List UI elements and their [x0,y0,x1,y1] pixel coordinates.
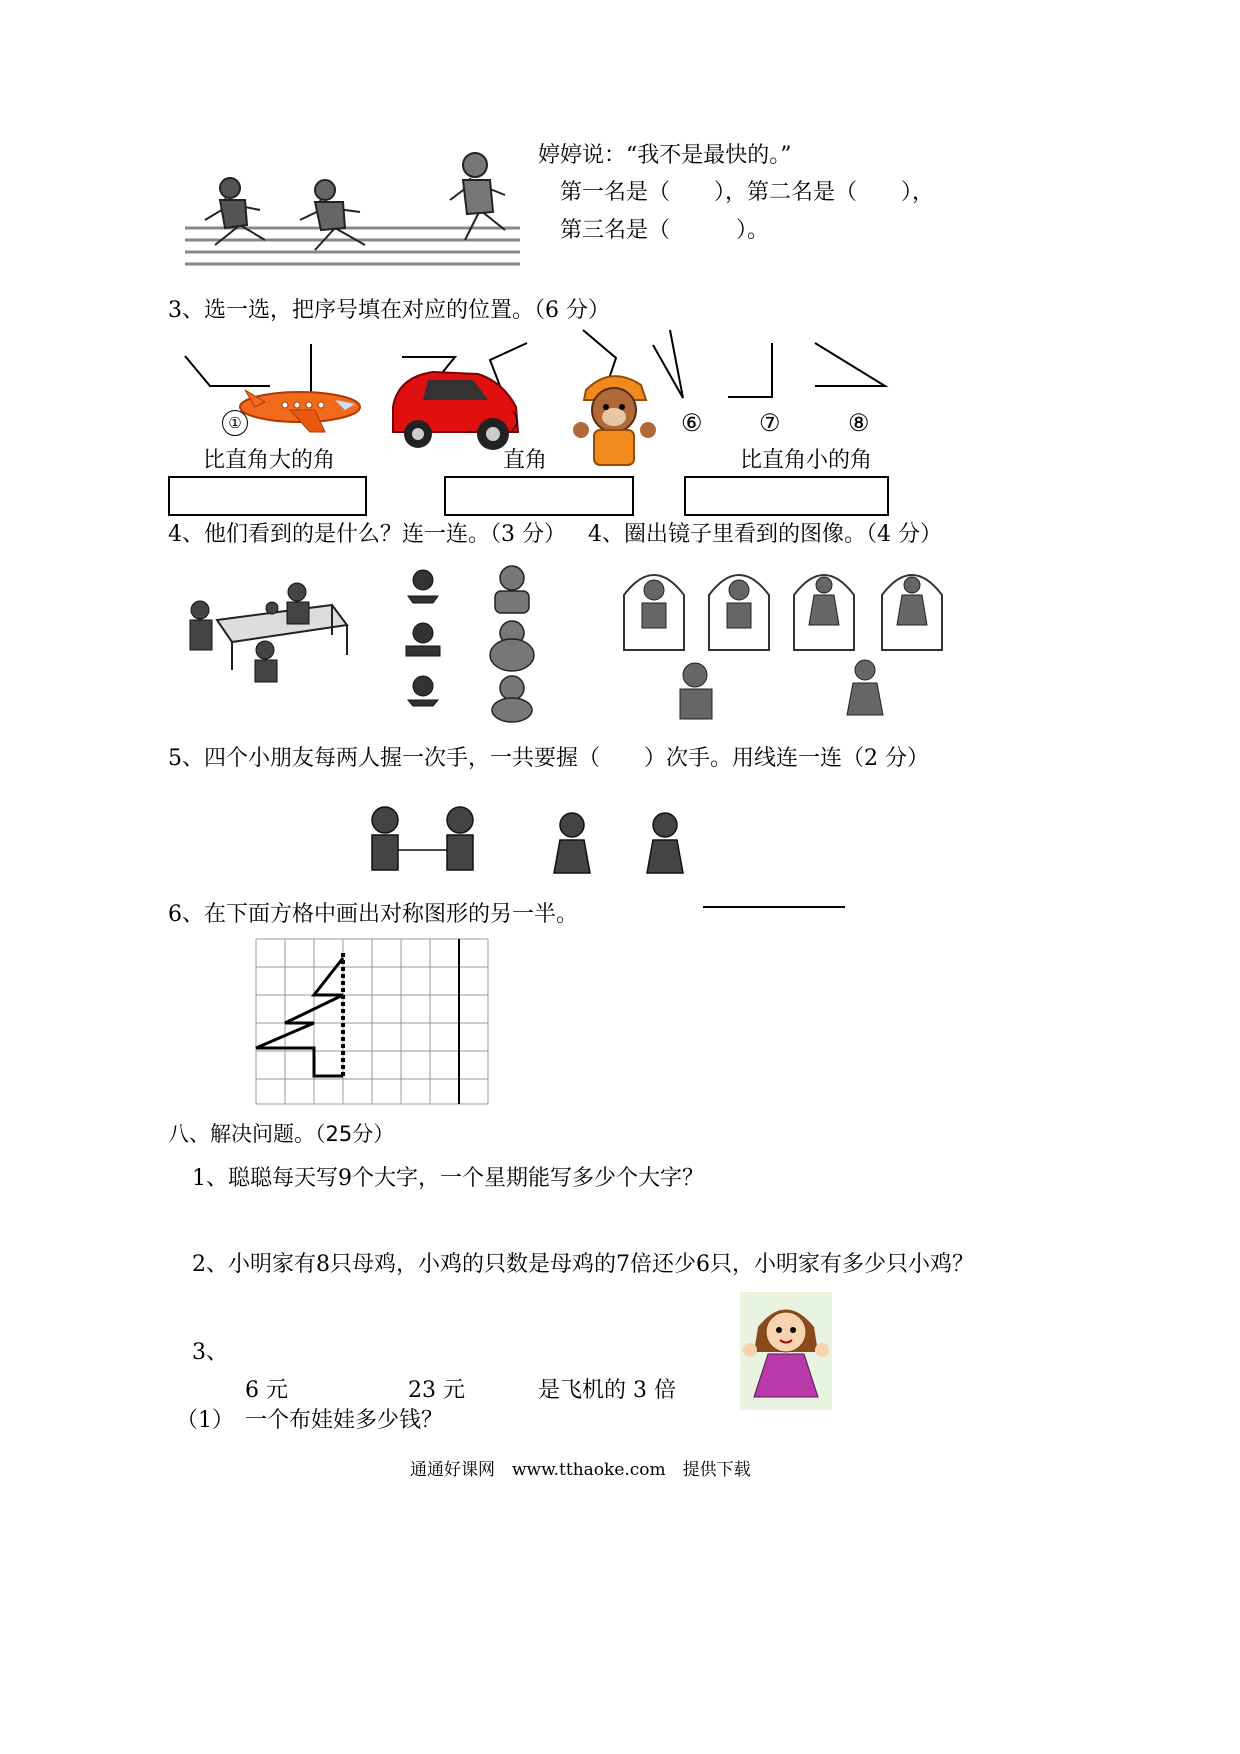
children-around-table-image [172,580,352,690]
option-marker-8: ⑧ [848,409,870,437]
answer-box-smaller[interactable] [684,476,889,516]
sub-question-1: （1） 一个布娃娃多少钱？ [176,1408,443,1433]
airplane-image [235,380,365,435]
price-doll: 是飞机的 3 倍 [538,1378,676,1403]
doll-girl-image [740,1292,832,1410]
answer-box-larger[interactable] [168,476,367,516]
mirror-images [614,555,964,655]
half-figure [256,958,343,1076]
question-4b-title: 4、圈出镜子里看到的图像。（4 分） [588,522,942,547]
section-8-title: 八、解决问题。（25分） [168,1122,395,1146]
original-figures [655,655,915,735]
answer-line [703,906,845,908]
question-4a-title: 4、他们看到的是什么？连一连。（3 分） [168,522,566,547]
option-marker-paren: ） [510,410,533,435]
child-view-figures [398,568,448,708]
option-marker-1: ① [222,410,248,436]
bear-mascot-image [566,365,656,470]
running-blank-line-1: 第一名是（ ），第二名是（ ）， [560,180,935,205]
red-car-image [388,362,523,452]
toy-view-figures [480,563,545,723]
category-label-smaller: 比直角小的角 [740,448,873,473]
problem-3-number: 3、 [192,1340,228,1365]
running-quote: 婷婷说：“我不是最快的。” [538,143,792,168]
problem-1: 1、聪聪每天写9个大字，一个星期能写多少个大字？ [192,1166,704,1191]
answer-box-right[interactable] [444,476,634,516]
category-label-right: 直角 [503,448,548,473]
question-3-title: 3、选一选，把序号填在对应的位置。（6 分） [168,298,610,323]
option-marker-6: ⑥ [681,409,703,437]
problem-2: 2、小明家有8只母鸡，小鸡的只数是母鸡的7倍还少6只，小明家有多少只小鸡？ [192,1252,974,1277]
four-children-image [350,805,705,885]
option-marker-7: ⑦ [759,409,781,437]
question-5-title: 5、四个小朋友每两人握一次手，一共要握（ ）次手。用线连一连（2 分） [168,746,929,771]
running-blank-line-2: 第三名是（ ）。 [560,218,770,243]
symmetry-grid[interactable] [255,938,490,1106]
question-6-title: 6、在下面方格中画出对称图形的另一半。 [168,902,578,927]
price-airplane: 6 元 [245,1378,288,1403]
category-label-larger: 比直角大的角 [203,448,336,473]
price-car: 23 元 [408,1378,465,1403]
page-footer: 通通好课网 www.tthaoke.com 提供下载 [410,1460,751,1480]
